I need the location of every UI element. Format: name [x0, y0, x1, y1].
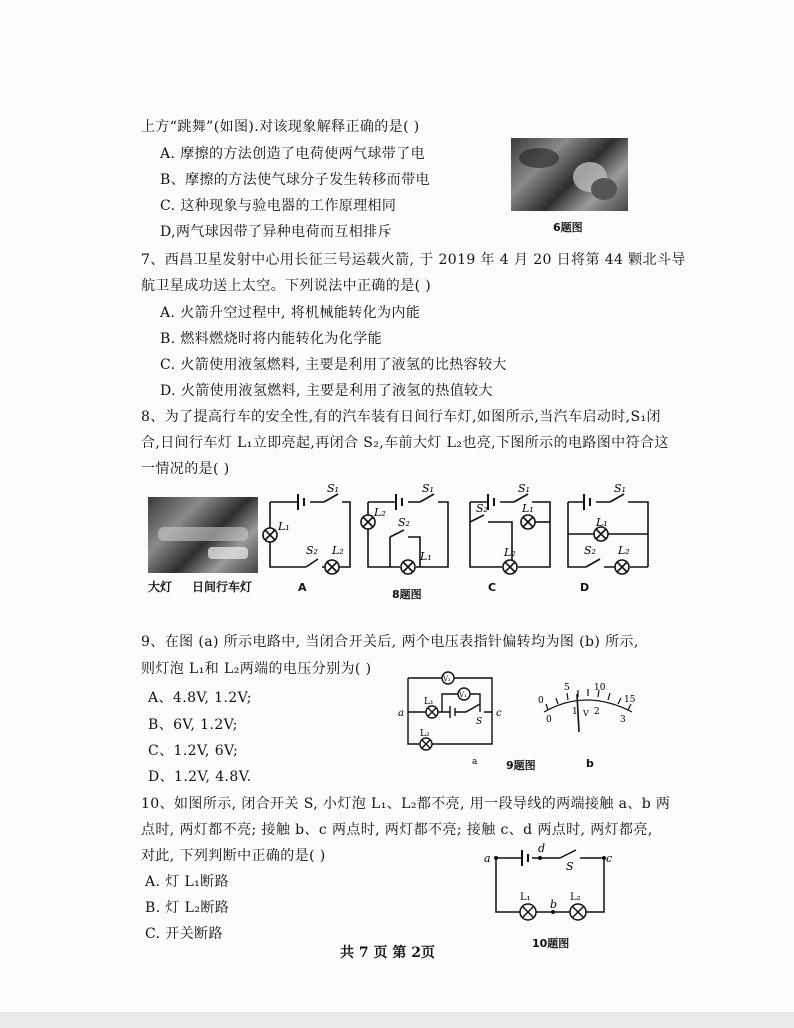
q10-point-a: a [484, 852, 491, 865]
q9-tick-bottom-3: 3 [620, 715, 626, 725]
q8-stem-line3: 一情况的是( ) [141, 461, 230, 477]
q9-tick-top-5: 5 [564, 683, 570, 693]
q9-option-c: C、1.2V, 6V; [148, 743, 239, 759]
q8-b-s1: S₁ [422, 482, 434, 495]
q10-option-a: A. 灯 L₁断路 [145, 874, 229, 890]
q8-c-l1: L₁ [522, 502, 534, 515]
q9-tick-bottom-2: 2 [594, 707, 600, 717]
q6-option-d: D,两气球因带了异种电荷而互相排斥 [160, 224, 392, 240]
q10-figure-caption: 10题图 [532, 937, 570, 950]
q8-d-l2: L₂ [618, 544, 630, 557]
q7-option-a: A. 火箭升空过程中, 将机械能转化为内能 [160, 305, 421, 321]
q8-big-light-label: 大灯 [148, 580, 173, 594]
q9-figure-caption: 9题图 [506, 759, 536, 772]
q10-point-d: d [538, 842, 546, 855]
q9-point-c: c [496, 708, 502, 719]
q8-figure-caption: 8题图 [392, 588, 422, 601]
q9-label-b: b [586, 757, 594, 770]
q6-balloon-photo [511, 138, 628, 211]
q8-a-l2: L₂ [332, 544, 344, 557]
q9-tick-bottom-0: 0 [546, 715, 552, 725]
q7-option-c: C. 火箭使用液氢燃料, 主要是利用了液氢的比热容较大 [160, 357, 507, 373]
q6-stem: 上方“跳舞”(如图).对该现象解释正确的是( ) [141, 119, 420, 135]
q8-circuit-b [360, 482, 452, 586]
q9-point-a: a [398, 708, 404, 719]
q9-v1-label: V₁ [459, 691, 467, 699]
q7-stem-line1: 7、西昌卫星发射中心用长征三号运载火箭, 于 2019 年 4 月 20 日将第 44 颗北斗导 [141, 252, 686, 268]
q7-option-d: D. 火箭使用液氢燃料, 主要是利用了液氢的热值较大 [160, 383, 493, 399]
q8-day-light-label: 日间行车灯 [192, 580, 253, 594]
q8-stem-line1: 8、为了提高行车的安全性,有的汽车装有日间行车灯,如图所示,当汽车启动时,S₁闭 [141, 409, 661, 425]
q8-b-l1: L₁ [420, 550, 432, 563]
q6-option-c: C. 这种现象与验电器的工作原理相同 [160, 198, 397, 214]
q10-circuit [480, 840, 620, 940]
q9-option-d: D、1.2V, 4.8V. [148, 769, 252, 785]
q8-label-d: D [580, 581, 590, 594]
q10-stem-line1: 10、如图所示, 闭合开关 S, 小灯泡 L₁、L₂都不亮, 用一段导线的两端接触 a、b 两 [141, 796, 671, 812]
q9-circuit-a [396, 668, 516, 768]
q9-label-a: a [472, 757, 478, 767]
q8-c-s2: S₂ [476, 502, 488, 515]
q8-circuit-a [262, 482, 354, 586]
q9-l1-label: L₁ [424, 697, 434, 707]
q8-circuit-c [462, 482, 554, 586]
q8-car-photo [148, 497, 258, 573]
q9-option-b: B、6V, 1.2V; [148, 717, 238, 733]
q6-figure-caption: 6题图 [553, 221, 583, 234]
q10-switch-s: S [566, 860, 574, 873]
q9-stem-line2: 则灯泡 L₁和 L₂两端的电压分别为( ) [141, 661, 372, 677]
q8-stem-line2: 合,日间行车灯 L₁立即亮起,再闭合 S₂,车前大灯 L₂也亮,下图所示的电路图中符合这 [141, 435, 669, 451]
q8-b-l2: L₂ [374, 506, 386, 519]
q7-stem-line2: 航卫星成功送上太空。下列说法中正确的是( ) [141, 278, 432, 294]
q9-v2-label: V₂ [443, 675, 451, 683]
q10-point-c: c [606, 852, 613, 865]
q8-d-s2: S₂ [584, 544, 596, 557]
q9-stem-line1: 9、在图 (a) 所示电路中, 当闭合开关后, 两个电压表指针偏转均为图 (b) 所示, [141, 634, 639, 650]
q10-l2-label: L₂ [570, 892, 581, 903]
q9-option-a: A、4.8V, 1.2V; [148, 690, 252, 706]
page-footer: 共 7 页 第 2页 [340, 945, 435, 961]
q8-b-s2: S₂ [398, 516, 410, 529]
q6-option-a: A. 摩擦的方法创造了电荷使两气球带了电 [160, 146, 426, 162]
q8-d-s1: S₁ [614, 482, 626, 495]
q8-d-l1: L₁ [596, 516, 608, 529]
q9-tick-top-10: 10 [594, 683, 606, 693]
q10-l1-label: L₁ [520, 892, 531, 903]
q8-a-l1: L₁ [278, 520, 290, 533]
q9-tick-bottom-1: 1 [572, 707, 578, 717]
q9-tick-top-15: 15 [624, 695, 636, 705]
q8-c-l2: L₂ [504, 546, 516, 559]
q8-a-s1: S₁ [327, 482, 339, 495]
q8-a-s2: S₂ [306, 544, 318, 557]
q10-stem-line2: 点时, 两灯都不亮; 接触 b、c 两点时, 两灯都不亮; 接触 c、d 两点时, 两灯都亮, [141, 822, 653, 838]
q9-s-label: S [476, 717, 483, 727]
q7-option-b: B. 燃料燃烧时将内能转化为化学能 [160, 331, 382, 347]
q9-meter-unit: V [583, 709, 589, 718]
q10-option-c: C. 开关断路 [145, 926, 223, 942]
q10-stem-line3: 对此, 下列判断中正确的是( ) [141, 848, 326, 864]
q9-tick-top-0: 0 [538, 696, 544, 706]
q9-l2-label: L₂ [420, 729, 430, 739]
q8-label-c: C [488, 581, 497, 594]
scan-edge [0, 1012, 794, 1028]
q10-option-b: B. 灯 L₂断路 [145, 900, 230, 916]
q8-circuit-d [560, 482, 652, 586]
q8-c-s1: S₁ [518, 482, 530, 495]
q9-voltmeter-dial [534, 680, 644, 740]
q8-label-a: A [298, 581, 307, 594]
q10-point-b: b [550, 898, 558, 911]
q6-option-b: B、摩擦的方法使气球分子发生转移而带电 [160, 172, 430, 188]
